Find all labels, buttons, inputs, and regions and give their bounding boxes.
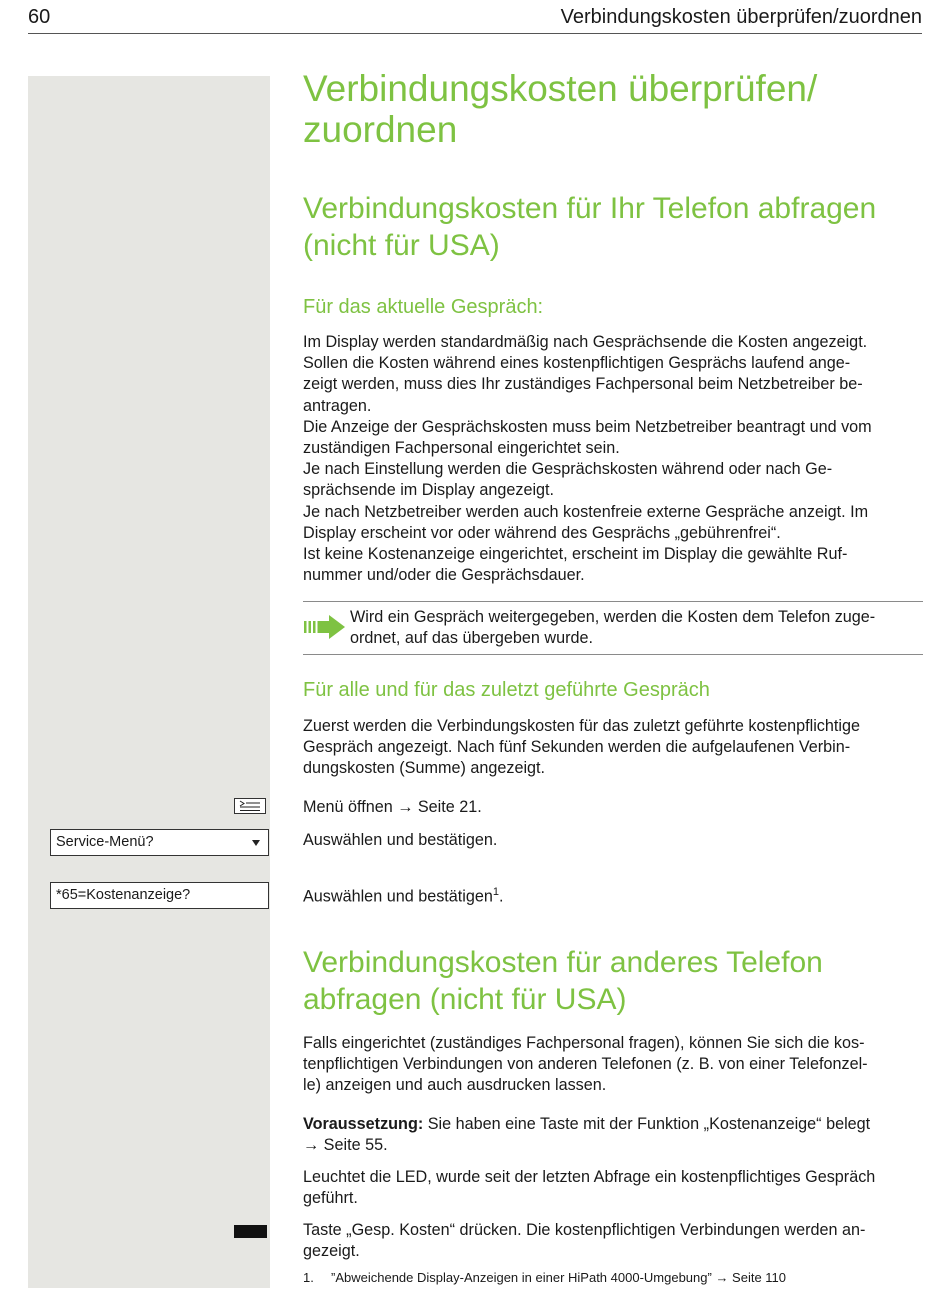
sub1-line: Je nach Netzbetreiber werden auch kostenfreie externe Gespräche anzeigt. Im: [303, 502, 869, 521]
cost-display-label: *65=Kostenanzeige?: [56, 887, 191, 903]
sub1-heading: Für das aktuelle Gespräch:: [303, 296, 544, 318]
sub1-paragraph: [303, 332, 923, 586]
page-number: 60: [28, 6, 51, 28]
sub1-line: Im Display werden standardmäßig nach Gesprächsende die Kosten angezeigt.: [303, 333, 868, 351]
footnote-text: ”Abweichende Display-Anzeigen in einer HiPath 4000-Umgebung” → Seite 110: [331, 1270, 787, 1285]
page-title-line1: Verbindungskosten überprüfen/: [303, 68, 818, 109]
section1-heading-line1: Verbindungskosten für Ihr Telefon abfragen: [303, 192, 877, 225]
sub2-line: Gespräch angezeigt. Nach fünf Sekunden werden die aufgelaufenen Verbin-: [303, 738, 851, 757]
cost-display-step: [303, 882, 923, 908]
sub1-line: zeigt werden, muss dies Ihr zuständiges Fachpersonal beim Netzbetreiber be-: [303, 375, 863, 394]
sub2-heading: Für alle und für das zuletzt geführte Gespräch: [303, 679, 710, 701]
section2-heading-line1: Verbindungskosten für anderes Telefon: [303, 946, 823, 979]
sub1-line: Ist keine Kostenanzeige eingerichtet, erscheint im Display die gewählte Ruf-: [303, 545, 848, 564]
sub1-line: Je nach Einstellung werden die Gesprächskosten während oder nach Ge-: [303, 460, 833, 479]
section1-heading-line2: (nicht für USA): [303, 229, 500, 262]
chevron-down-icon: [252, 840, 260, 846]
sub1-line: antragen.: [303, 396, 372, 415]
sub2-line: dungskosten (Summe) angezeigt.: [303, 759, 546, 778]
cost-display-end: .: [499, 887, 504, 906]
arrow-note-icon: [304, 614, 346, 640]
page-title: [303, 68, 923, 150]
sub1-line: sprächsende im Display angezeigt.: [303, 481, 555, 500]
key-step-line2: gezeigt.: [303, 1242, 360, 1261]
note-line1: Wird ein Gespräch weitergegeben, werden die Kosten dem Telefon zuge-: [350, 608, 876, 626]
sub1-line: zuständigen Fachpersonal eingerichtet sein.: [303, 439, 620, 458]
sub1-line: nummer und/oder die Gesprächsdauer.: [303, 566, 585, 585]
section1-heading: [303, 190, 923, 264]
prerequisite-line2: → Seite 55.: [303, 1136, 388, 1155]
prerequisite-paragraph: [303, 1114, 923, 1156]
prerequisite-label: Voraussetzung:: [303, 1115, 424, 1133]
note-line2: ordnet, auf das übergeben wurde.: [350, 629, 593, 648]
note-bottom-rule: [303, 654, 923, 655]
footnote-ref: 1: [492, 886, 500, 898]
section2-para1-line: Falls eingerichtet (zuständiges Fachpersonal fragen), können Sie sich die kos-: [303, 1034, 865, 1052]
section2-para3-line: Leuchtet die LED, wurde seit der letzten Abfrage ein kostenpflichtiges Gespräch: [303, 1168, 876, 1186]
service-menu-label: Service-Menü?: [56, 834, 154, 850]
header-rule: [28, 33, 922, 34]
sub1-line: Sollen die Kosten während eines kostenpflichtigen Gesprächs laufend ange-: [303, 354, 851, 373]
footnote-number: 1.: [303, 1270, 314, 1285]
menu-open-step: Menü öffnen → Seite 21.: [303, 798, 482, 816]
cost-key-icon[interactable]: [234, 1225, 267, 1238]
running-title: Verbindungskosten überprüfen/zuordnen: [560, 6, 922, 28]
sub1-line: Die Anzeige der Gesprächskosten muss beim Netzbetreiber beantragt und vom: [303, 417, 872, 436]
section2-para1-line: le) anzeigen und auch ausdrucken lassen.: [303, 1076, 607, 1095]
section2-para1-line: tenpflichtigen Verbindungen von anderen Telefonen (z. B. von einer Telefonzel-: [303, 1055, 868, 1074]
page-title-line2: zuordnen: [303, 109, 458, 150]
service-menu-display[interactable]: [50, 829, 269, 856]
sidebar-column: [28, 76, 270, 1288]
key-step-paragraph: [303, 1220, 923, 1262]
note-top-rule: [303, 601, 923, 602]
menu-key-icon[interactable]: [234, 798, 266, 814]
sub2-line: Zuerst werden die Verbindungskosten für das zuletzt geführte kostenpflichtige: [303, 717, 860, 735]
sub1-line: Display erscheint vor oder während des Gesprächs „gebührenfrei“.: [303, 523, 781, 542]
note-text: [350, 607, 923, 649]
key-step-line1: Taste „Gesp. Kosten“ drücken. Die kostenpflichtigen Verbindungen werden an-: [303, 1221, 866, 1239]
section2-heading: [303, 944, 923, 1018]
section2-para3-line: geführt.: [303, 1189, 358, 1208]
section2-heading-line2: abfragen (nicht für USA): [303, 983, 627, 1016]
section2-para3: [303, 1167, 923, 1209]
footnote: [303, 1269, 923, 1286]
sub2-paragraph: [303, 716, 923, 780]
section2-para1: [303, 1033, 923, 1097]
cost-display-display[interactable]: [50, 882, 269, 909]
service-menu-step: Auswählen und bestätigen.: [303, 831, 498, 849]
prerequisite-text: Sie haben eine Taste mit der Funktion „Kostenanzeige“ belegt: [423, 1115, 871, 1133]
cost-display-text: Auswählen und bestätigen: [303, 887, 493, 906]
